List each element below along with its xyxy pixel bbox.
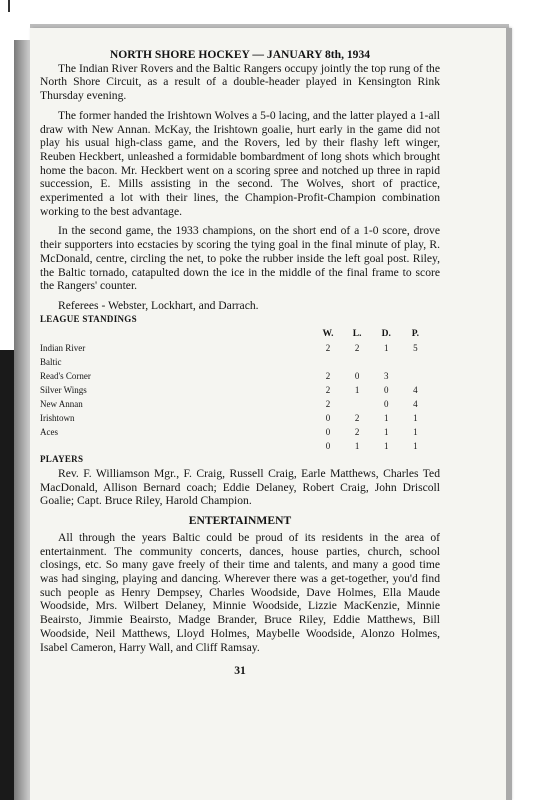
points-cell: 1 (413, 427, 418, 438)
losses-cell: 2 (354, 343, 360, 354)
column-header: D. (381, 329, 391, 340)
wins-cell: 2 (325, 399, 331, 410)
binding-shadow (14, 40, 30, 800)
table-row (40, 411, 430, 425)
table-row (40, 439, 430, 453)
draws-cell: 1 (383, 441, 389, 452)
column-header: P. (411, 329, 420, 340)
losses-cell (343, 355, 372, 369)
team-name: Indian River (40, 343, 86, 354)
table-row (40, 383, 430, 397)
column-header: L. (352, 329, 362, 340)
table-row (40, 425, 430, 439)
points-cell (401, 369, 430, 383)
table-row (40, 369, 430, 383)
losses-cell: 0 (354, 371, 360, 382)
draws-cell: 3 (383, 371, 389, 382)
draws-cell: 1 (383, 427, 389, 438)
points-cell (401, 355, 430, 369)
draws-cell: 1 (383, 413, 389, 424)
points-cell: 1 (413, 413, 418, 424)
losses-cell: 2 (354, 413, 360, 424)
team-name: Irishtown (40, 413, 75, 424)
table-row (40, 341, 430, 355)
team-name: New Annan (40, 399, 83, 410)
table-row (40, 355, 430, 369)
entertainment-paragraph: All through the years Baltic could be proud of its residents in the area of entertainment. The community concerts, dances, house parties, church, school closings, etc. So many gave freely of their time and talents, and many a good time was had singing, playing and dancing. Wherever there was a get-together, you'd find such people as Henry Dempsey, Charles Woodside, Dave Holmes, Ella Maude Woodside, Mrs. Wilbert Delaney, Minnie Woodside, Lizzie MacKenzie, Minnie Beairsto, Jimmie Beairsto, Madge Brander, Bruce Riley, Eddie Matthews, Bill Woodside, Neil Matthews, Lloyd Holmes, Maybelle Woodside, Alonzo Holmes, Isabel Cameron, Harry Wall, and Cliff Ramsay. (40, 530, 440, 654)
draws-cell (372, 355, 401, 369)
page-content (40, 48, 440, 678)
points-cell: 1 (413, 441, 418, 452)
team-name: Baltic (40, 357, 62, 368)
article-paragraph: The Indian River Rovers and the Baltic Rangers occupy jointly the top rung of the North Shore Circuit, as a result of a double-header played in Kensington Rink Thursday evening. (40, 61, 440, 103)
losses-cell (343, 397, 372, 411)
entertainment-title: ENTERTAINMENT (188, 514, 292, 528)
standings-header-row (40, 328, 430, 341)
players-heading: PLAYERS (40, 454, 84, 465)
standings-table (40, 328, 430, 453)
points-cell: 4 (413, 385, 418, 396)
wins-cell: 2 (325, 385, 331, 396)
team-name: Aces (40, 427, 58, 438)
draws-cell: 0 (383, 399, 389, 410)
table-row (40, 397, 430, 411)
wins-cell: 0 (325, 413, 331, 424)
page-number: 31 (234, 664, 246, 678)
wins-cell: 0 (325, 427, 331, 438)
wins-cell: 2 (325, 371, 331, 382)
wins-cell: 2 (325, 343, 331, 354)
losses-cell: 2 (354, 427, 360, 438)
draws-cell: 0 (383, 385, 389, 396)
team-name: Read's Corner (40, 371, 91, 382)
page-right-edge (506, 28, 512, 800)
article-paragraph: In the second game, the 1933 champions, on the short end of a 1-0 score, drove their supporters into ecstacies by scoring the tying goal in the final minute of play, R. McDonald, centre, circling the net, to poke the rubber inside the left goal post. Riley, the Baltic tornado, catapulted down the ice in the middle of the final frame to score the Rangers' counter. (40, 224, 440, 293)
binding-edge (0, 350, 14, 800)
article-title: NORTH SHORE HOCKEY — JANUARY 8th, 1934 (109, 48, 371, 61)
article-paragraph: The former handed the Irishtown Wolves a 5-0 lacing, and the latter played a 1-all draw with New Annan. McKay, the Irishtown goalie, hurt early in the game did not play his usual high-class game, and the Rovers, led by their flashy left winger, Reuben Heckbert, unleashed a formidable bombardment of long shots which brought home the bacon. Mr. Heckbert went on a scoring spree and notched up three in rapid succession, E. Mills assisting in the second. The Wolves, short of practice, experimented a lot with their lines, the Champion-Profit-Champion combination working to the best advantage. (40, 108, 440, 218)
referees-line: Referees - Webster, Lockhart, and Darrach. (58, 298, 259, 312)
draws-cell: 1 (383, 343, 389, 354)
standings-heading: LEAGUE STANDINGS (40, 313, 137, 324)
scan-mark (8, 0, 10, 12)
wins-cell (313, 355, 342, 369)
losses-cell: 1 (354, 385, 360, 396)
column-header: W. (322, 329, 334, 340)
team-name: Silver Wings (40, 385, 87, 396)
losses-cell: 1 (354, 441, 360, 452)
team-name (40, 439, 313, 453)
points-cell: 4 (413, 399, 418, 410)
points-cell: 5 (413, 343, 418, 354)
players-list: Rev. F. Williamson Mgr., F. Craig, Russell Craig, Earle Matthews, Charles Ted MacDonald, Allison Bernard coach; Eddie Delaney, Robert Craig, John Driscoll Goalie; Capt. Bruce Riley, Harold Champion. (40, 467, 440, 508)
wins-cell: 0 (325, 441, 331, 452)
